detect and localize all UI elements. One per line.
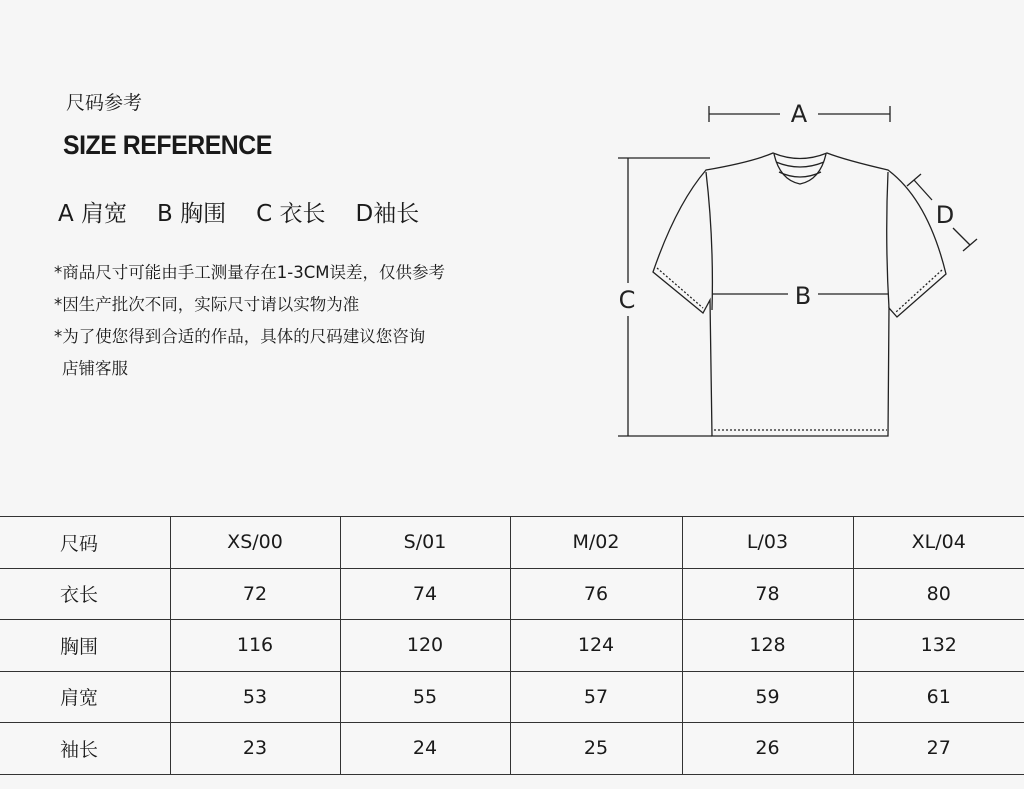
row-label: 肩宽 [0, 671, 170, 723]
table-cell: 57 [510, 671, 682, 723]
table-row [0, 620, 1024, 672]
measurement-legend [58, 195, 419, 228]
page-title-cn: 尺码参考 [66, 92, 143, 114]
table-cell: 72 [170, 568, 340, 620]
table-cell: 78 [682, 568, 853, 620]
legend-item-length: C 衣长 [256, 201, 326, 227]
table-cell: 120 [340, 620, 510, 672]
label-a: A [790, 100, 808, 128]
table-cell: 24 [340, 723, 510, 775]
page-title-en: SIZE REFERENCE [63, 130, 272, 160]
legend-item-chest: B 胸围 [157, 201, 227, 227]
table-cell: 76 [510, 568, 682, 620]
row-label: 衣长 [0, 568, 170, 620]
label-b: B [794, 282, 812, 310]
row-label: 胸围 [0, 620, 170, 672]
note-consult-cont: 店铺客服 [62, 359, 128, 378]
table-cell: 116 [170, 620, 340, 672]
label-d: D [935, 201, 955, 229]
table-cell: 23 [170, 723, 340, 775]
table-header-row [0, 517, 1024, 569]
size-table [0, 516, 1024, 775]
table-cell: 132 [853, 620, 1024, 672]
header-cell: M/02 [510, 517, 682, 569]
table-cell: 128 [682, 620, 853, 672]
table-cell: 61 [853, 671, 1024, 723]
table-cell: 74 [340, 568, 510, 620]
table-cell: 59 [682, 671, 853, 723]
note-consult: *为了使您得到合适的作品，具体的尺码建议您咨询 [54, 327, 426, 346]
header-cell: S/01 [340, 517, 510, 569]
table-cell: 80 [853, 568, 1024, 620]
table-cell: 124 [510, 620, 682, 672]
legend-item-sleeve: D袖长 [355, 201, 420, 227]
label-c: C [618, 286, 636, 314]
table-cell: 26 [682, 723, 853, 775]
notes-list [54, 257, 445, 385]
table-cell: 25 [510, 723, 682, 775]
row-label: 袖长 [0, 723, 170, 775]
header-cell: L/03 [682, 517, 853, 569]
table-cell: 27 [853, 723, 1024, 775]
note-measurement-error: *商品尺寸可能由手工测量存在1-3CM误差，仅供参考 [54, 263, 445, 282]
header-cell: 尺码 [0, 517, 170, 569]
legend-item-shoulder: A 肩宽 [58, 201, 128, 227]
tshirt-diagram [600, 90, 1000, 450]
table-row [0, 568, 1024, 620]
table-cell: 53 [170, 671, 340, 723]
note-batch-difference: *因生产批次不同，实际尺寸请以实物为准 [54, 295, 360, 314]
header-cell: XL/04 [853, 517, 1024, 569]
header-cell: XS/00 [170, 517, 340, 569]
table-row [0, 671, 1024, 723]
table-cell: 55 [340, 671, 510, 723]
table-row [0, 723, 1024, 775]
